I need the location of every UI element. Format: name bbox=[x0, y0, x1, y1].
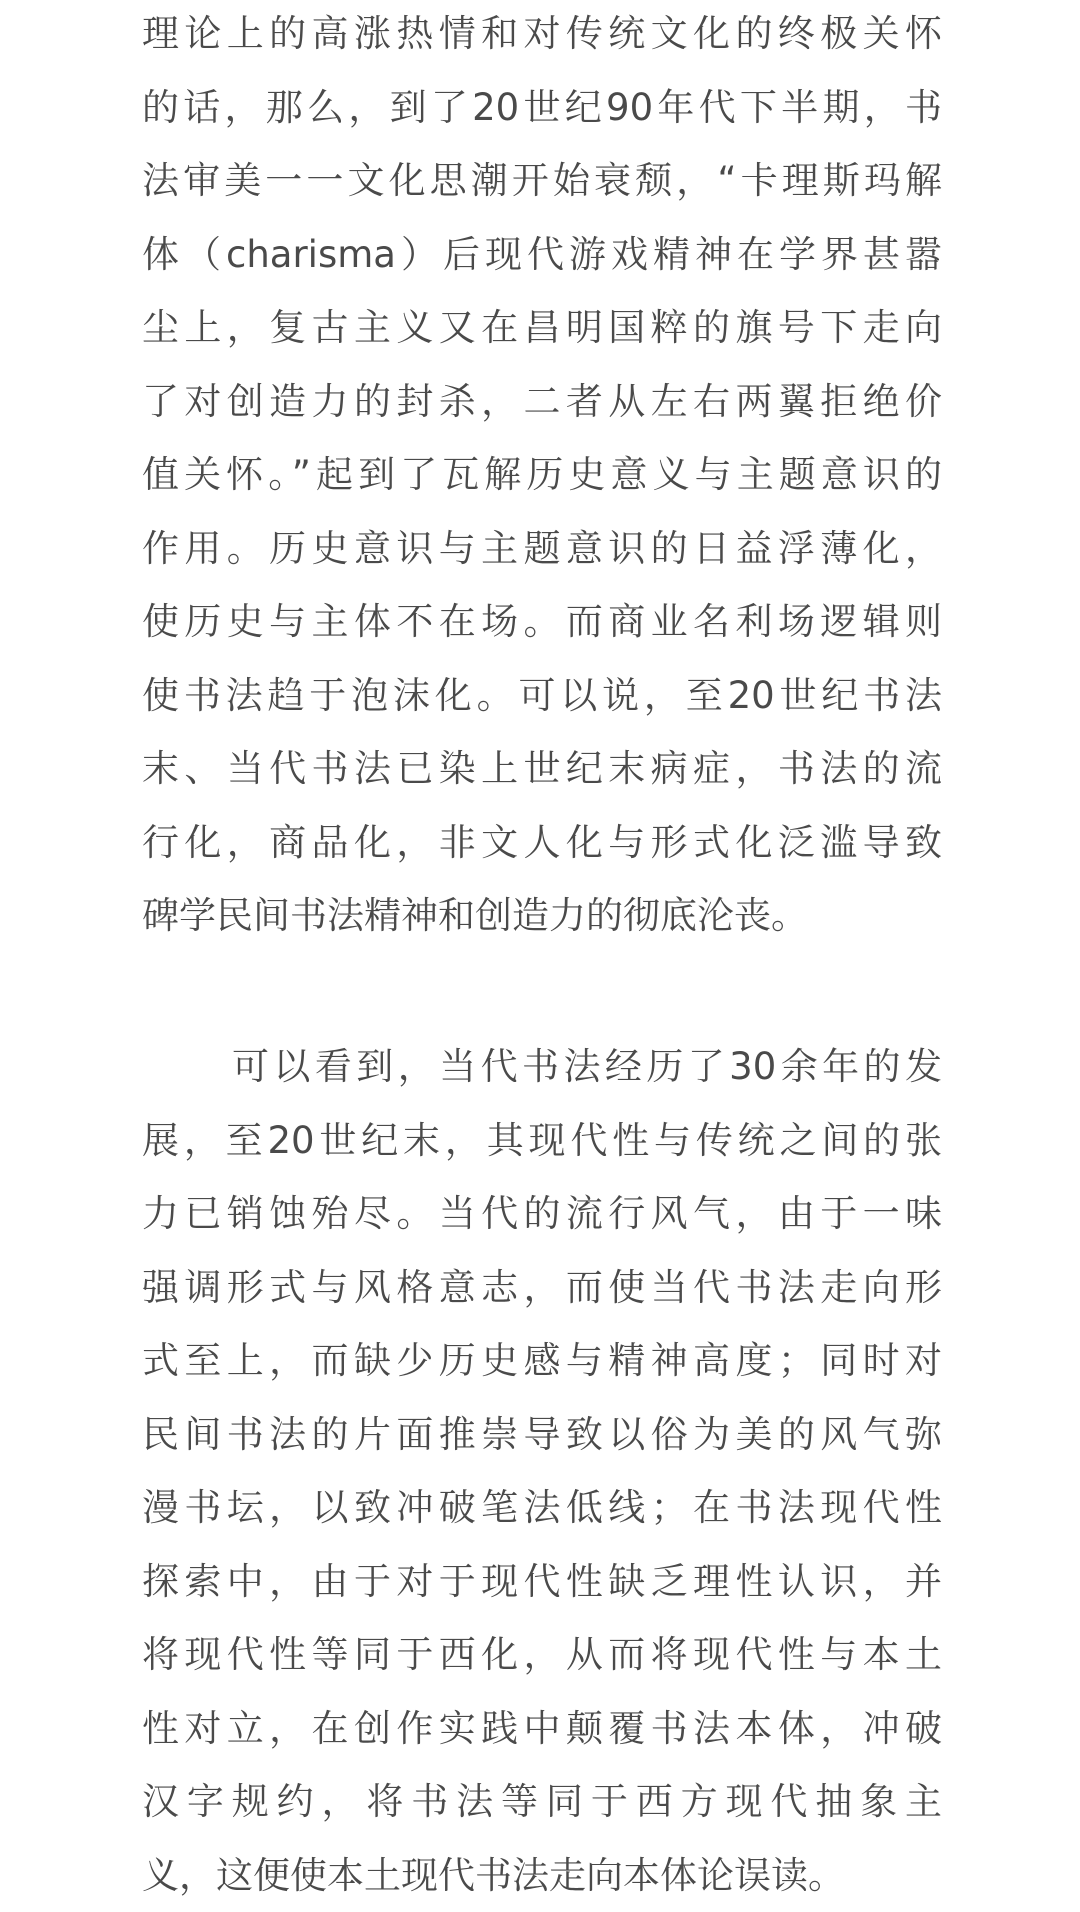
text-line: 末、当代书法已染上世纪末病症，书法的流 bbox=[142, 732, 942, 806]
text-line: 尘上，复古主义又在昌明国粹的旗号下走向 bbox=[142, 291, 942, 365]
text-line: 将现代性等同于西化，从而将现代性与本土 bbox=[142, 1618, 942, 1692]
text-line: 义，这便使本土现代书法走向本体论误读。 bbox=[142, 1839, 942, 1912]
text-line: 性对立，在创作实践中颠覆书法本体，冲破 bbox=[142, 1692, 942, 1766]
text-line: 民间书法的片面推崇导致以俗为美的风气弥 bbox=[142, 1398, 942, 1472]
text-line: 可以看到，当代书法经历了30余年的发 bbox=[142, 1030, 942, 1104]
text-line: 值关怀。”起到了瓦解历史意义与主题意识的 bbox=[142, 438, 942, 512]
text-line: 理论上的高涨热情和对传统文化的终极关怀 bbox=[142, 0, 942, 71]
text-line: 行化，商品化，非文人化与形式化泛滥导致 bbox=[142, 806, 942, 880]
text-line: 漫书坛，以致冲破笔法低线；在书法现代性 bbox=[142, 1471, 942, 1545]
paragraph-2 bbox=[142, 1030, 942, 1912]
text-line: 法审美一一文化思潮开始衰颓，“卡理斯玛解 bbox=[142, 144, 942, 218]
text-line: 强调形式与风格意志，而使当代书法走向形 bbox=[142, 1251, 942, 1325]
text-line: 力已销蚀殆尽。当代的流行风气，由于一味 bbox=[142, 1177, 942, 1251]
text-line: 的话，那么，到了20世纪90年代下半期，书 bbox=[142, 71, 942, 145]
paragraph-1 bbox=[142, 0, 942, 953]
text-line: 汉字规约，将书法等同于西方现代抽象主 bbox=[142, 1765, 942, 1839]
text-line: 作用。历史意识与主题意识的日益浮薄化， bbox=[142, 512, 942, 586]
text-line: 体（charisma）后现代游戏精神在学界甚嚣 bbox=[142, 218, 942, 292]
text-line: 了对创造力的封杀，二者从左右两翼拒绝价 bbox=[142, 365, 942, 439]
text-line: 使书法趋于泡沫化。可以说，至20世纪书法 bbox=[142, 659, 942, 733]
text-line: 式至上，而缺少历史感与精神高度；同时对 bbox=[142, 1324, 942, 1398]
text-line: 探索中，由于对于现代性缺乏理性认识，并 bbox=[142, 1545, 942, 1619]
text-line: 碑学民间书法精神和创造力的彻底沦丧。 bbox=[142, 879, 942, 953]
text-line: 展，至20世纪末，其现代性与传统之间的张 bbox=[142, 1104, 942, 1178]
text-line: 使历史与主体不在场。而商业名利场逻辑则 bbox=[142, 585, 942, 659]
